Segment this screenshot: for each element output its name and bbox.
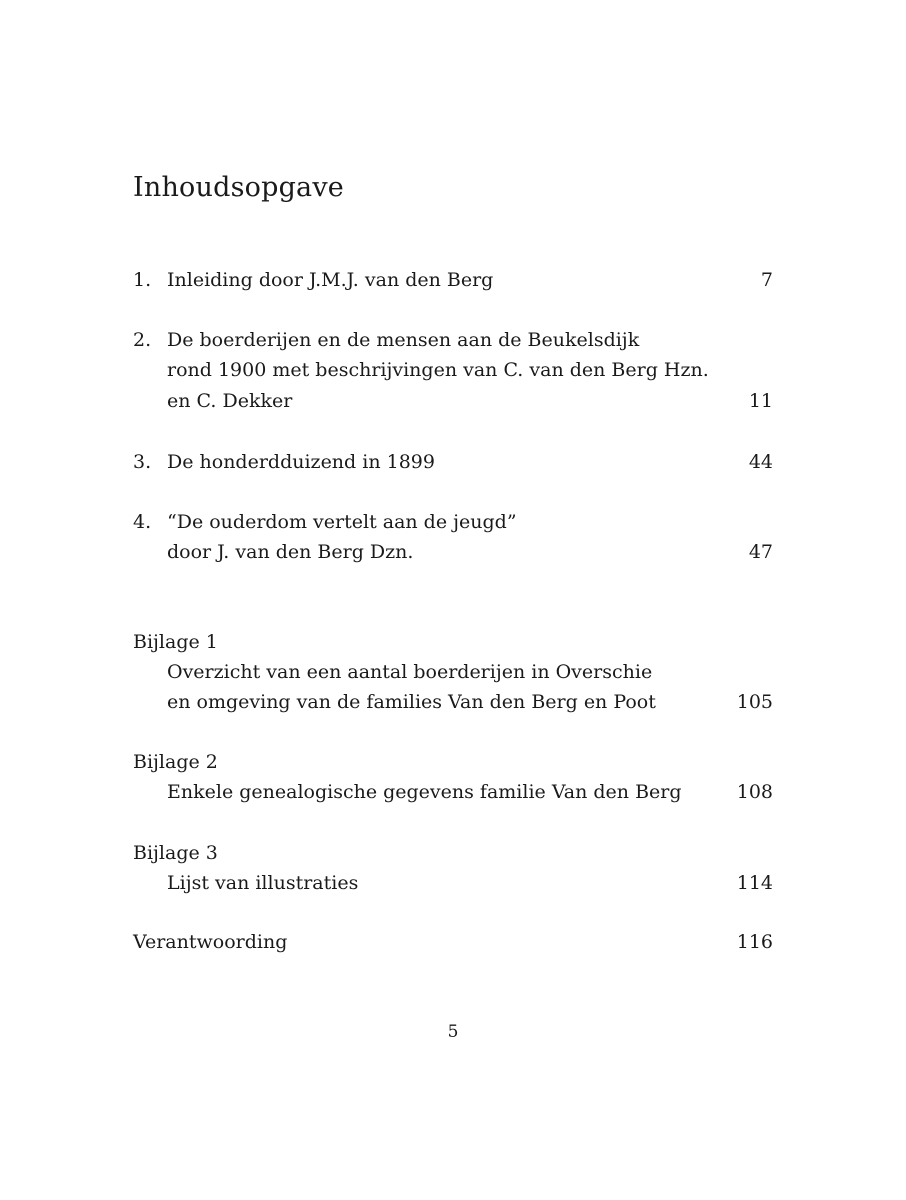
appendix-page: 105 [736,691,773,713]
closing-page: 116 [736,931,773,953]
entry-title-continued: en C. Dekker [167,390,293,412]
entry-number: 3. [133,451,152,473]
appendix-page: 114 [736,872,773,894]
entry-title: De boerderijen en de mensen aan de Beukelsdijk [167,329,640,351]
appendix-label: Bijlage 3 [133,842,218,864]
entry-page: 47 [748,541,773,563]
entry-number: 1. [133,269,152,291]
entry-page: 44 [748,451,773,473]
appendix-label: Bijlage 2 [133,751,218,773]
page-number: 5 [447,1022,459,1042]
entry-number: 2. [133,329,152,351]
appendix-title: Overzicht van een aantal boerderijen in Overschie [167,661,653,683]
entry-title: Inleiding door J.M.J. van den Berg [167,269,494,291]
entry-title: “De ouderdom vertelt aan de jeugd” [167,511,517,533]
entry-number: 4. [133,511,152,533]
appendix-page: 108 [736,781,773,803]
entry-page: 11 [748,390,773,412]
entry-title-continued: door J. van den Berg Dzn. [167,541,414,563]
entry-page: 7 [760,269,773,291]
entry-title: De honderdduizend in 1899 [167,451,435,473]
appendix-title: Enkele genealogische gegevens familie Van den Berg [167,781,682,803]
entry-title-continued: rond 1900 met beschrijvingen van C. van den Berg Hzn. [167,359,709,381]
closing-title: Verantwoording [133,931,288,953]
page-title: Inhoudsopgave [133,172,344,203]
appendix-label: Bijlage 1 [133,631,218,653]
appendix-title: Lijst van illustraties [167,872,359,894]
appendix-title-continued: en omgeving van de families Van den Berg en Poot [167,691,656,713]
